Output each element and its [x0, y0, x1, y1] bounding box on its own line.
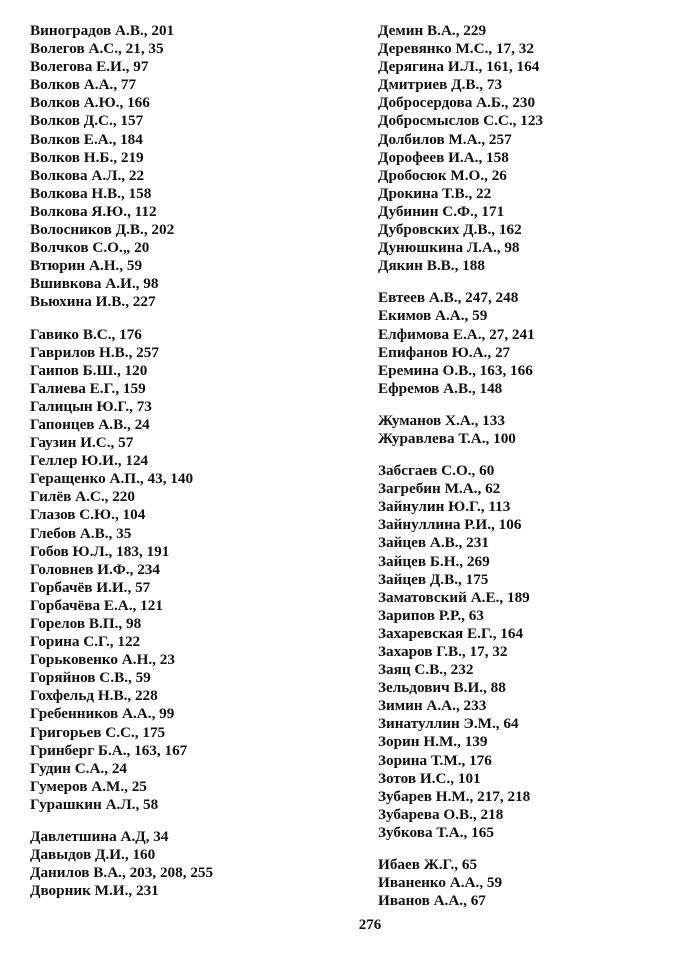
index-entry: Горина С.Г., 122	[30, 633, 141, 651]
index-entry: Ибаев Ж.Г., 65	[378, 856, 478, 874]
index-letter-group	[30, 326, 213, 815]
index-entry: Давлетшина А.Д, 34	[30, 828, 169, 846]
index-entry: Гавико В.С., 176	[30, 325, 142, 343]
index-entry: Глебов А.В., 35	[30, 524, 132, 542]
index-entry: Зарипов Р.Р., 63	[378, 606, 484, 624]
index-entry: Дрокина Т.В., 22	[378, 184, 492, 202]
index-entry: Волосников Д.В., 202	[30, 221, 175, 239]
index-entry: Волегов А.С., 21, 35	[30, 40, 164, 58]
index-entry: Деревянко М.С., 17, 32	[378, 40, 534, 58]
index-entry: Дворник М.И., 231	[30, 882, 159, 900]
index-letter-group	[30, 828, 213, 900]
index-entry: Волкова А.Л., 22	[30, 166, 145, 184]
index-entry: Зимин А.А., 233	[378, 697, 487, 715]
index-entry: Гохфельд Н.В., 228	[30, 687, 158, 705]
index-entry: Зорина Т.М., 176	[378, 751, 492, 769]
index-entry: Иваненко А.А., 59	[378, 874, 503, 892]
index-entry: Зайцев А.В., 231	[378, 534, 489, 552]
index-entry: Вшивкова А.И., 98	[30, 275, 159, 293]
index-entry: Волегова Е.И., 97	[30, 58, 149, 76]
index-entry: Головнев И.Ф., 234	[30, 560, 160, 578]
page-number: 276	[358, 917, 382, 933]
index-entry: Иванов А.А., 67	[378, 892, 486, 910]
index-entry: Евтеев А.В., 247, 248	[378, 289, 519, 307]
index-letter-group	[378, 462, 543, 842]
index-entry: Дубровских Д.В., 162	[378, 221, 522, 239]
index-entry: Дробосюк М.О., 26	[378, 166, 507, 184]
index-entry: Добросмыслов С.С., 123	[378, 112, 544, 130]
index-entry: Глазов С.Ю., 104	[30, 506, 146, 524]
index-entry: Дякин В.В., 188	[378, 257, 485, 275]
index-entry: Горбачёва Е.А., 121	[30, 596, 163, 614]
index-entry: Зинатуллин Э.М., 64	[378, 715, 519, 733]
index-entry: Зайцев Д.В., 175	[378, 570, 489, 588]
index-entry: Втюрин А.Н., 59	[30, 257, 143, 275]
index-entry: Гринберг Б.А., 163, 167	[30, 741, 188, 759]
index-letter-group	[378, 289, 543, 398]
index-entry: Григорьев С.С., 175	[30, 723, 166, 741]
index-entry: Еремина О.В., 163, 166	[378, 361, 533, 379]
index-entry: Епифанов Ю.А., 27	[378, 343, 511, 361]
index-entry: Гребенников А.А., 99	[30, 705, 175, 723]
index-entry: Давыдов Д.И., 160	[30, 846, 156, 864]
index-entry: Данилов В.А., 203, 208, 255	[30, 864, 214, 882]
index-entry: Долбилов М.А., 257	[378, 130, 512, 148]
index-entry: Зубарева О.В., 218	[378, 805, 504, 823]
index-entry: Добросердова А.Б., 230	[378, 94, 536, 112]
index-entry: Захаров Г.В., 17, 32	[378, 643, 508, 660]
index-entry: Захаревская Е.Г., 164	[378, 624, 524, 642]
index-entry: Горьковенко А.Н., 23	[30, 651, 175, 669]
index-entry: Гобов Ю.Л., 183, 191	[30, 542, 170, 560]
index-entry: Гаврилов Н.В., 257	[30, 343, 159, 361]
index-entry: Геллер Ю.И., 124	[30, 452, 149, 470]
index-entry: Дунюшкина Л.А., 98	[378, 239, 520, 257]
index-entry: Зорин Н.М., 139	[378, 733, 488, 751]
index-column-left	[30, 22, 213, 914]
index-entry: Гапонцев А.В., 24	[30, 415, 150, 433]
index-entry: Дерягина И.Л., 161, 164	[378, 58, 540, 76]
index-entry: Зубарев Н.М., 217, 218	[378, 787, 531, 805]
index-entry: Гурашкин А.Л., 58	[30, 795, 159, 813]
index-entry: Зельдович В.И., 88	[378, 679, 506, 697]
index-entry: Зайнуллина Р.И., 106	[378, 516, 522, 534]
index-entry: Волков А.А., 77	[30, 76, 137, 94]
index-entry: Гудин С.А., 24	[30, 759, 128, 777]
index-entry: Гумеров А.М., 25	[30, 777, 147, 795]
index-entry: Екимов А.А., 59	[378, 307, 488, 325]
index-entry: Заматовский А.Е., 189	[378, 588, 530, 606]
index-entry: Елфимова Е.А., 27, 241	[378, 325, 535, 343]
index-entry: Гаипов Б.Ш., 120	[30, 361, 148, 379]
index-entry: Гаузин И.С., 57	[30, 434, 134, 452]
index-entry: Зайнулин Ю.Г., 113	[378, 498, 511, 516]
index-letter-group	[378, 412, 543, 448]
index-entry: Галицын Ю.Г., 73	[30, 397, 152, 415]
index-entry: Волкова Я.Ю., 112	[30, 202, 157, 220]
index-entry: Загребин М.А., 62	[378, 480, 501, 498]
index-letter-group	[30, 22, 213, 312]
index-entry: Дмитриев Д.В., 73	[378, 76, 503, 94]
index-entry: Журавлева Т.А., 100	[378, 429, 516, 447]
index-entry: Зотов И.С., 101	[378, 769, 481, 787]
index-entry: Дорофеев И.А., 158	[378, 148, 509, 166]
index-entry: Волков Н.Б., 219	[30, 148, 144, 166]
index-entry: Волков Д.С., 157	[30, 112, 144, 130]
index-entry: Демин В.А., 229	[378, 22, 487, 39]
index-letter-group	[378, 22, 543, 275]
index-entry: Виноградов А.В., 201	[30, 22, 175, 39]
index-entry: Зайцев Б.Н., 269	[378, 552, 490, 570]
index-column-right	[378, 22, 543, 924]
index-entry: Геращенко А.П., 43, 140	[30, 470, 194, 488]
index-entry: Волкова Н.В., 158	[30, 184, 152, 202]
index-entry: Забсгаев С.О., 60	[378, 462, 495, 480]
index-entry: Жуманов Х.А., 133	[378, 411, 505, 429]
index-entry: Горяйнов С.В., 59	[30, 669, 151, 687]
index-entry: Вьюхина И.В., 227	[30, 293, 156, 311]
index-entry: Гилёв А.С., 220	[30, 488, 135, 506]
index-entry: Волков А.Ю., 166	[30, 94, 150, 112]
index-entry: Заяц С.В., 232	[378, 661, 474, 679]
index-entry: Горбачёв И.И., 57	[30, 578, 151, 596]
index-entry: Ефремов А.В., 148	[378, 379, 503, 397]
index-entry: Волков Е.А., 184	[30, 130, 143, 148]
index-entry: Зубкова Т.А., 165	[378, 823, 494, 841]
index-entry: Дубинин С.Ф., 171	[378, 202, 505, 220]
index-letter-group	[378, 856, 543, 910]
index-entry: Галиева Е.Г., 159	[30, 379, 146, 397]
index-entry: Горелов В.П., 98	[30, 615, 142, 632]
index-entry: Волчков С.О.„ 20	[30, 239, 150, 257]
